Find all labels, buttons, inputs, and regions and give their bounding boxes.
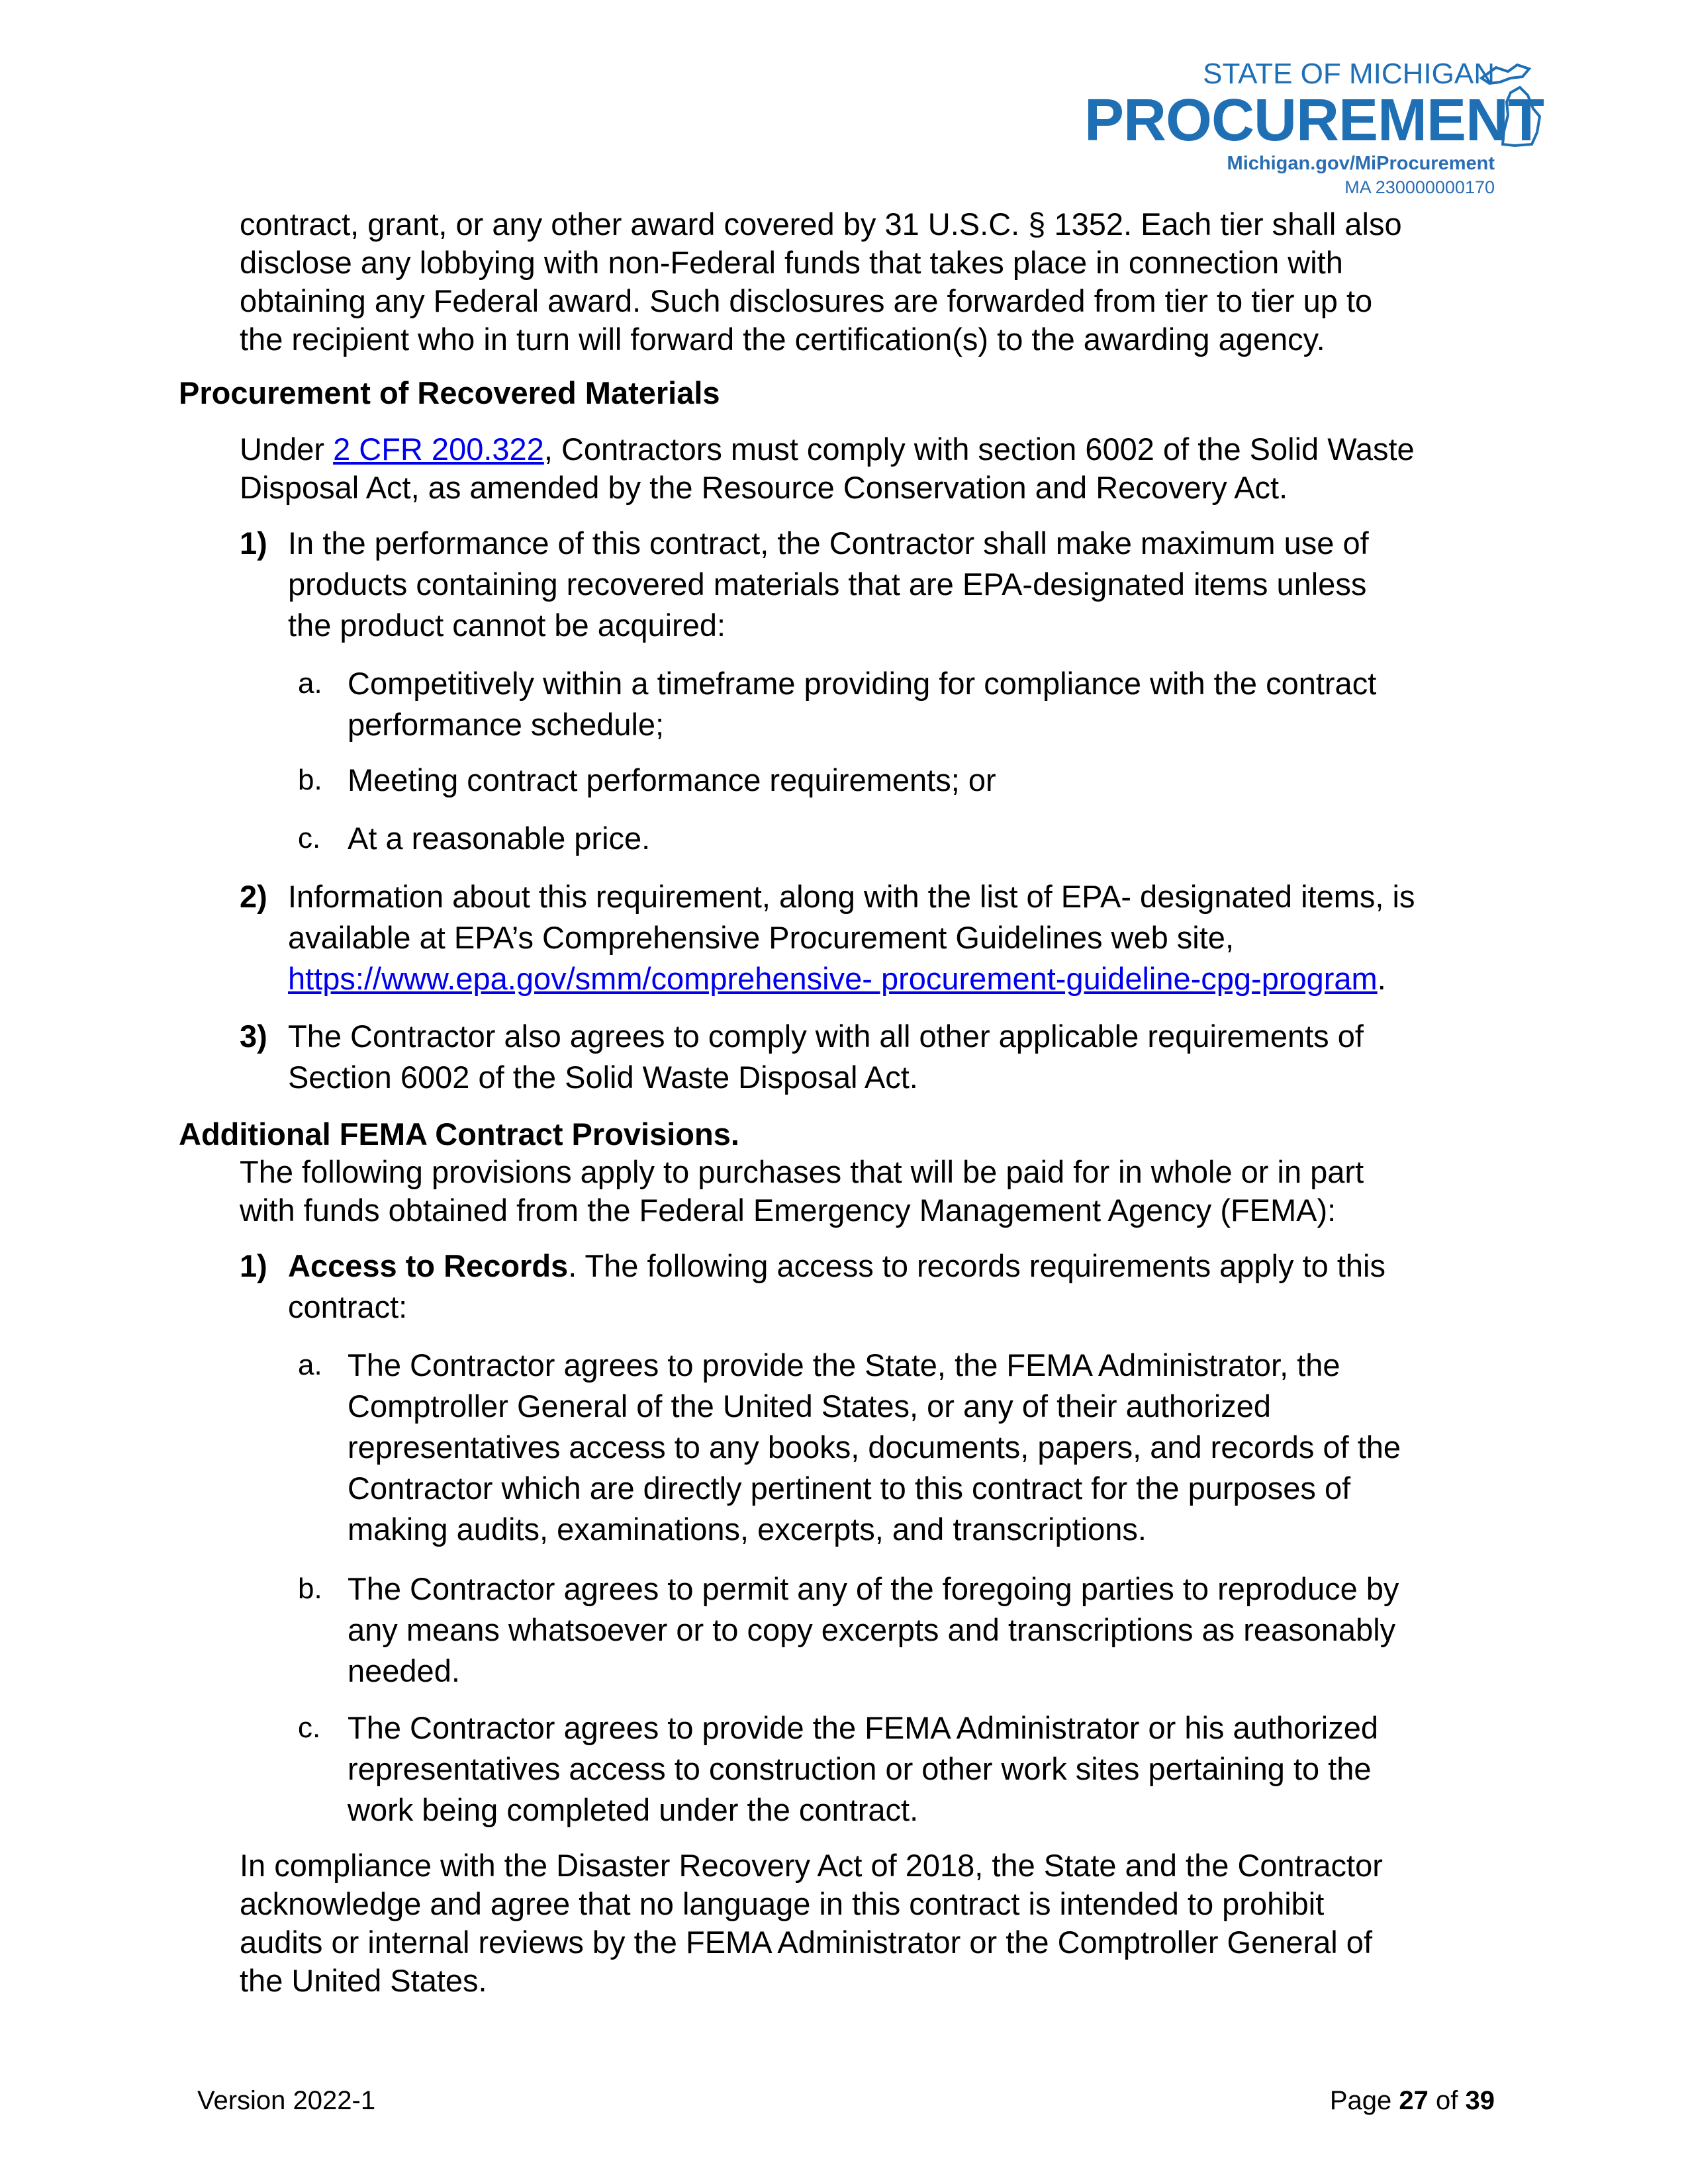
text-line: making audits, examinations, excerpts, and transcriptions. bbox=[348, 1512, 1147, 1547]
total-pages: 39 bbox=[1465, 2086, 1495, 2115]
list-item-text bbox=[288, 1016, 1499, 1098]
text-line: In compliance with the Disaster Recovery Act of 2018, the State and the Contractor bbox=[240, 1848, 1383, 1883]
section-heading-fema: Additional FEMA Contract Provisions. bbox=[179, 1116, 739, 1152]
text-line: any means whatsoever or to copy excerpts and transcriptions as reasonably bbox=[348, 1612, 1396, 1647]
text-line: performance schedule; bbox=[348, 707, 665, 742]
list-item-text: At a reasonable price. bbox=[348, 821, 651, 856]
text-line: needed. bbox=[348, 1653, 460, 1688]
text-line: the recipient who in turn will forward the certification(s) to the awarding agency. bbox=[240, 322, 1325, 357]
list-item-text bbox=[348, 1569, 1499, 1692]
list-number: 1) bbox=[240, 525, 267, 561]
intro-paragraph bbox=[240, 205, 1497, 359]
list-item-text bbox=[348, 1707, 1499, 1831]
text-line: Section 6002 of the Solid Waste Disposal Act. bbox=[288, 1060, 918, 1095]
section-heading-recovered-materials: Procurement of Recovered Materials bbox=[179, 375, 720, 410]
text-line: with funds obtained from the Federal Emergency Management Agency (FEMA): bbox=[240, 1193, 1336, 1228]
text-line: In the performance of this contract, the Contractor shall make maximum use of bbox=[288, 525, 1369, 561]
text-line: Disposal Act, as amended by the Resource Conservation and Recovery Act. bbox=[240, 470, 1288, 505]
text-line: obtaining any Federal award. Such disclosures are forwarded from tier to tier up to bbox=[240, 283, 1373, 318]
text-line: Information about this requirement, along with the list of EPA- designated items, is bbox=[288, 879, 1415, 914]
footer-version: Version 2022-1 bbox=[197, 2086, 376, 2115]
text-line: The Contractor agrees to permit any of the foregoing parties to reproduce by bbox=[348, 1571, 1399, 1606]
text-line: The Contractor agrees to provide the FEMA Administrator or his authorized bbox=[348, 1710, 1378, 1745]
text-line: Competitively within a timeframe providing for compliance with the contract bbox=[348, 666, 1377, 701]
epa-cpg-link[interactable]: https://www.epa.gov/smm/comprehensive- procurement-guideline-cpg-program bbox=[288, 961, 1378, 996]
list-number: 3) bbox=[240, 1019, 267, 1054]
text-fragment: Under bbox=[240, 432, 334, 467]
list-letter: c. bbox=[298, 1711, 321, 1744]
logo-url: Michigan.gov/MiProcurement bbox=[1227, 153, 1495, 174]
section2-intro bbox=[240, 1153, 1497, 1230]
text-line: contract: bbox=[288, 1289, 408, 1324]
text-line bbox=[288, 1246, 1499, 1287]
footer-page-number bbox=[1330, 2085, 1495, 2116]
list-item-text bbox=[348, 663, 1499, 745]
logo-state-text: STATE OF MICHIGAN bbox=[1203, 58, 1495, 90]
text-line bbox=[240, 430, 1497, 469]
text-line: work being completed under the contract. bbox=[348, 1792, 919, 1827]
procurement-logo bbox=[1084, 58, 1544, 199]
text-fragment: . The following access to records requirements apply to this bbox=[568, 1248, 1385, 1283]
text-line: acknowledge and agree that no language in this contract is intended to prohibit bbox=[240, 1886, 1325, 1921]
text-line: disclose any lobbying with non-Federal funds that takes place in connection with bbox=[240, 245, 1343, 280]
list-letter: b. bbox=[298, 1572, 322, 1605]
list-letter: a. bbox=[298, 1349, 322, 1381]
text-line: The Contractor agrees to provide the State, the FEMA Administrator, the bbox=[348, 1347, 1340, 1383]
current-page: 27 bbox=[1399, 2086, 1429, 2115]
text-fragment: of bbox=[1428, 2086, 1466, 2115]
list-item-text bbox=[288, 1246, 1499, 1328]
text-fragment: Page bbox=[1329, 2086, 1399, 2115]
logo-procurement-text: PROCUREMENT bbox=[1084, 87, 1544, 154]
text-line: products containing recovered materials that are EPA-designated items unless bbox=[288, 567, 1367, 602]
text-line: Contractor which are directly pertinent to this contract for the purposes of bbox=[348, 1471, 1351, 1506]
list-letter: c. bbox=[298, 822, 321, 854]
section1-intro bbox=[240, 430, 1497, 507]
list-item-text bbox=[288, 523, 1499, 646]
text-line bbox=[288, 958, 1499, 999]
text-line: the product cannot be acquired: bbox=[288, 608, 726, 643]
list-number: 2) bbox=[240, 879, 267, 914]
text-line: The Contractor also agrees to comply with all other applicable requirements of bbox=[288, 1019, 1364, 1054]
text-line: available at EPA’s Comprehensive Procurement Guidelines web site, bbox=[288, 920, 1235, 955]
closing-paragraph bbox=[240, 1846, 1497, 2000]
access-to-records-label: Access to Records bbox=[288, 1248, 569, 1283]
text-line: Comptroller General of the United States, or any of their authorized bbox=[348, 1388, 1272, 1424]
list-item-text bbox=[348, 1345, 1499, 1550]
text-fragment: , Contractors must comply with section 6002 of the Solid Waste bbox=[543, 432, 1415, 467]
michigan-map-icon bbox=[1476, 58, 1549, 158]
contract-number: MA 230000000170 bbox=[1344, 177, 1495, 197]
text-line: the United States. bbox=[240, 1963, 487, 1998]
text-line: contract, grant, or any other award covered by 31 U.S.C. § 1352. Each tier shall also bbox=[240, 206, 1402, 242]
list-item-text bbox=[288, 876, 1499, 999]
text-fragment: . bbox=[1377, 961, 1386, 996]
list-item-text: Meeting contract performance requirements; or bbox=[348, 762, 996, 797]
list-letter: b. bbox=[298, 764, 322, 796]
text-line: representatives access to construction or other work sites pertaining to the bbox=[348, 1751, 1372, 1786]
text-line: audits or internal reviews by the FEMA Administrator or the Comptroller General of bbox=[240, 1925, 1373, 1960]
text-line: The following provisions apply to purchases that will be paid for in whole or in part bbox=[240, 1154, 1364, 1189]
text-line: representatives access to any books, documents, papers, and records of the bbox=[348, 1430, 1401, 1465]
cfr-link[interactable]: 2 CFR 200.322 bbox=[333, 432, 544, 467]
list-number: 1) bbox=[240, 1248, 267, 1283]
list-letter: a. bbox=[298, 667, 322, 700]
